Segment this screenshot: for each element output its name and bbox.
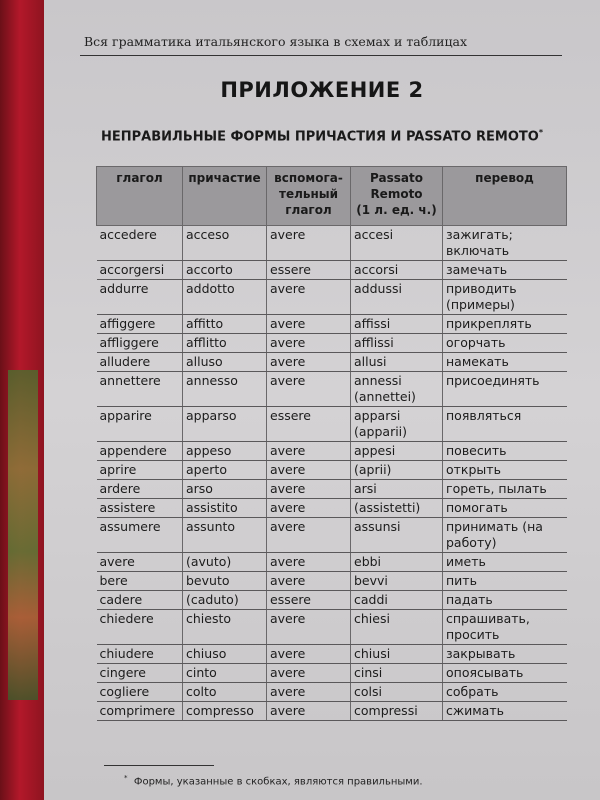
translation-cell: огорчать bbox=[443, 334, 567, 353]
running-head-rule bbox=[80, 55, 562, 56]
participle-cell: chiuso bbox=[183, 645, 267, 664]
verb-cell: cogliere bbox=[97, 683, 183, 702]
verb-cell: bere bbox=[97, 572, 183, 591]
participle-cell: accorto bbox=[183, 261, 267, 280]
auxiliary-cell: essere bbox=[267, 591, 351, 610]
verb-cell: affliggere bbox=[97, 334, 183, 353]
table-row bbox=[97, 226, 567, 261]
auxiliary-cell: avere bbox=[267, 518, 351, 553]
verb-cell: aprire bbox=[97, 461, 183, 480]
passato-remoto-cell: afflissi bbox=[351, 334, 443, 353]
table-row bbox=[97, 442, 567, 461]
translation-cell: намекать bbox=[443, 353, 567, 372]
auxiliary-cell: avere bbox=[267, 226, 351, 261]
running-head: Вся грамматика итальянского языка в схемах и таблицах bbox=[84, 34, 468, 49]
table-row bbox=[97, 372, 567, 407]
participle-cell: chiesto bbox=[183, 610, 267, 645]
verb-cell: assumere bbox=[97, 518, 183, 553]
translation-cell: появляться bbox=[443, 407, 567, 442]
book-spine bbox=[0, 0, 44, 800]
table-row bbox=[97, 518, 567, 553]
column-header: вспомога- тельный глагол bbox=[267, 167, 351, 226]
footnote-mark: * bbox=[124, 774, 128, 782]
translation-cell: прикреплять bbox=[443, 315, 567, 334]
participle-cell: aperto bbox=[183, 461, 267, 480]
table-row bbox=[97, 553, 567, 572]
participle-cell: affitto bbox=[183, 315, 267, 334]
passato-remoto-cell: compressi bbox=[351, 702, 443, 721]
passato-remoto-cell: caddi bbox=[351, 591, 443, 610]
auxiliary-cell: avere bbox=[267, 572, 351, 591]
auxiliary-cell: avere bbox=[267, 645, 351, 664]
table-row bbox=[97, 591, 567, 610]
table-row bbox=[97, 280, 567, 315]
participle-cell: compresso bbox=[183, 702, 267, 721]
passato-remoto-cell: (aprii) bbox=[351, 461, 443, 480]
verb-cell: cingere bbox=[97, 664, 183, 683]
auxiliary-cell: avere bbox=[267, 499, 351, 518]
verb-cell: appendere bbox=[97, 442, 183, 461]
auxiliary-cell: avere bbox=[267, 664, 351, 683]
table-title bbox=[44, 128, 600, 144]
passato-remoto-cell: affissi bbox=[351, 315, 443, 334]
auxiliary-cell: essere bbox=[267, 261, 351, 280]
auxiliary-cell: avere bbox=[267, 480, 351, 499]
table-row bbox=[97, 480, 567, 499]
column-header: глагол bbox=[97, 167, 183, 226]
verb-cell: annettere bbox=[97, 372, 183, 407]
table-title-text: НЕПРАВИЛЬНЫЕ ФОРМЫ ПРИЧАСТИЯ И PASSATO REMOTO bbox=[101, 129, 539, 145]
auxiliary-cell: essere bbox=[267, 407, 351, 442]
participle-cell: annesso bbox=[183, 372, 267, 407]
verb-cell: chiedere bbox=[97, 610, 183, 645]
appendix-title: ПРИЛОЖЕНИЕ 2 bbox=[220, 78, 424, 102]
auxiliary-cell: avere bbox=[267, 315, 351, 334]
table-row bbox=[97, 499, 567, 518]
verb-cell: comprimere bbox=[97, 702, 183, 721]
translation-cell: помогать bbox=[443, 499, 567, 518]
cover-photo-strip bbox=[8, 370, 38, 700]
participle-cell: alluso bbox=[183, 353, 267, 372]
translation-cell: собрать bbox=[443, 683, 567, 702]
translation-cell: спрашивать, просить bbox=[443, 610, 567, 645]
participle-cell: acceso bbox=[183, 226, 267, 261]
passato-remoto-cell: addussi bbox=[351, 280, 443, 315]
table-row bbox=[97, 610, 567, 645]
passato-remoto-cell: ebbi bbox=[351, 553, 443, 572]
table-row bbox=[97, 334, 567, 353]
auxiliary-cell: avere bbox=[267, 702, 351, 721]
verb-cell: accorgersi bbox=[97, 261, 183, 280]
passato-remoto-cell: (assistetti) bbox=[351, 499, 443, 518]
verb-cell: assistere bbox=[97, 499, 183, 518]
table-title-footnote-mark: * bbox=[538, 128, 543, 137]
footnote-text: Формы, указанные в скобках, являются правильными. bbox=[133, 776, 423, 788]
auxiliary-cell: avere bbox=[267, 353, 351, 372]
verb-cell: apparire bbox=[97, 407, 183, 442]
translation-cell: присоединять bbox=[443, 372, 567, 407]
participle-cell: (avuto) bbox=[183, 553, 267, 572]
table-row bbox=[97, 315, 567, 334]
footnote-rule bbox=[104, 765, 214, 766]
translation-cell: повесить bbox=[443, 442, 567, 461]
participle-cell: assunto bbox=[183, 518, 267, 553]
participle-cell: (caduto) bbox=[183, 591, 267, 610]
passato-remoto-cell: accesi bbox=[351, 226, 443, 261]
passato-remoto-cell: chiesi bbox=[351, 610, 443, 645]
participle-cell: arso bbox=[183, 480, 267, 499]
translation-cell: гореть, пылать bbox=[443, 480, 567, 499]
auxiliary-cell: avere bbox=[267, 334, 351, 353]
translation-cell: принимать (на работу) bbox=[443, 518, 567, 553]
passato-remoto-cell: chiusi bbox=[351, 645, 443, 664]
passato-remoto-cell: appesi bbox=[351, 442, 443, 461]
passato-remoto-cell: accorsi bbox=[351, 261, 443, 280]
table-row bbox=[97, 702, 567, 721]
passato-remoto-cell: colsi bbox=[351, 683, 443, 702]
auxiliary-cell: avere bbox=[267, 461, 351, 480]
irregular-forms-table bbox=[96, 166, 567, 721]
table-row bbox=[97, 353, 567, 372]
translation-cell: иметь bbox=[443, 553, 567, 572]
translation-cell: зажигать; включать bbox=[443, 226, 567, 261]
translation-cell: открыть bbox=[443, 461, 567, 480]
verb-cell: addurre bbox=[97, 280, 183, 315]
table-row bbox=[97, 572, 567, 591]
verb-cell: accedere bbox=[97, 226, 183, 261]
auxiliary-cell: avere bbox=[267, 280, 351, 315]
translation-cell: опоясывать bbox=[443, 664, 567, 683]
participle-cell: cinto bbox=[183, 664, 267, 683]
column-header: Passato Remoto (1 л. ед. ч.) bbox=[351, 167, 443, 226]
auxiliary-cell: avere bbox=[267, 442, 351, 461]
table-row bbox=[97, 664, 567, 683]
footnote bbox=[124, 774, 423, 787]
translation-cell: приводить (примеры) bbox=[443, 280, 567, 315]
verb-cell: alludere bbox=[97, 353, 183, 372]
passato-remoto-cell: annessi (annettei) bbox=[351, 372, 443, 407]
auxiliary-cell: avere bbox=[267, 372, 351, 407]
auxiliary-cell: avere bbox=[267, 610, 351, 645]
translation-cell: сжимать bbox=[443, 702, 567, 721]
translation-cell: падать bbox=[443, 591, 567, 610]
passato-remoto-cell: apparsi (apparii) bbox=[351, 407, 443, 442]
verb-cell: ardere bbox=[97, 480, 183, 499]
participle-cell: afflitto bbox=[183, 334, 267, 353]
translation-cell: замечать bbox=[443, 261, 567, 280]
verb-cell: avere bbox=[97, 553, 183, 572]
passato-remoto-cell: assunsi bbox=[351, 518, 443, 553]
table-row bbox=[97, 461, 567, 480]
participle-cell: assistito bbox=[183, 499, 267, 518]
auxiliary-cell: avere bbox=[267, 553, 351, 572]
table-row bbox=[97, 261, 567, 280]
participle-cell: appeso bbox=[183, 442, 267, 461]
column-header: причастие bbox=[183, 167, 267, 226]
translation-cell: закрывать bbox=[443, 645, 567, 664]
table-body bbox=[97, 226, 567, 721]
verb-cell: chiudere bbox=[97, 645, 183, 664]
verb-cell: affiggere bbox=[97, 315, 183, 334]
table-header-row bbox=[97, 167, 567, 226]
table-row bbox=[97, 407, 567, 442]
table-row bbox=[97, 683, 567, 702]
participle-cell: bevuto bbox=[183, 572, 267, 591]
column-header: перевод bbox=[443, 167, 567, 226]
passato-remoto-cell: arsi bbox=[351, 480, 443, 499]
book-page bbox=[44, 0, 600, 800]
passato-remoto-cell: bevvi bbox=[351, 572, 443, 591]
participle-cell: apparso bbox=[183, 407, 267, 442]
participle-cell: addotto bbox=[183, 280, 267, 315]
passato-remoto-cell: allusi bbox=[351, 353, 443, 372]
auxiliary-cell: avere bbox=[267, 683, 351, 702]
translation-cell: пить bbox=[443, 572, 567, 591]
passato-remoto-cell: cinsi bbox=[351, 664, 443, 683]
table-row bbox=[97, 645, 567, 664]
verb-cell: cadere bbox=[97, 591, 183, 610]
participle-cell: colto bbox=[183, 683, 267, 702]
